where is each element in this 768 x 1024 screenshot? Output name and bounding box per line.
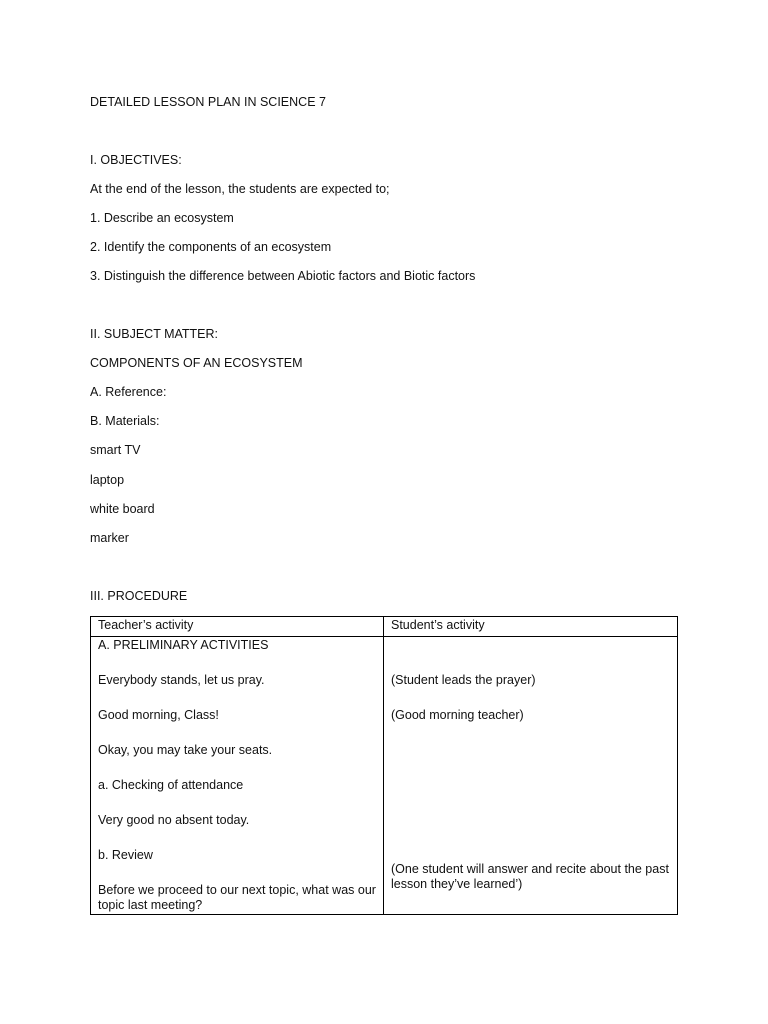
document-title: DETAILED LESSON PLAN IN SCIENCE 7 — [90, 95, 326, 109]
objectives-heading: I. OBJECTIVES: — [90, 153, 182, 167]
subject-matter-heading: II. SUBJECT MATTER: — [90, 327, 219, 341]
teacher-line: Before we proceed to our next topic, what was our topic last meeting? — [98, 883, 376, 912]
objective-item-3: 3. Distinguish the difference between Abiotic factors and Biotic factors — [90, 269, 476, 283]
objective-item-1: 1. Describe an ecosystem — [90, 211, 234, 225]
teacher-line: Okay, you may take your seats. — [98, 743, 273, 757]
objective-item-2: 2. Identify the components of an ecosystem — [90, 240, 332, 254]
table-row — [91, 637, 678, 915]
material-item: marker — [90, 531, 129, 545]
reference-label: A. Reference: — [90, 385, 167, 399]
procedure-table — [90, 616, 678, 915]
material-item: white board — [90, 502, 155, 516]
material-item: laptop — [90, 473, 125, 487]
teacher-line: Good morning, Class! — [98, 708, 219, 722]
teacher-activity-cell — [91, 637, 384, 915]
preliminary-activities-label: A. PRELIMINARY ACTIVITIES — [98, 638, 269, 652]
student-activity-header: Student’s activity — [384, 617, 678, 637]
objectives-intro: At the end of the lesson, the students are expected to; — [90, 182, 390, 196]
material-item: smart TV — [90, 443, 141, 457]
procedure-heading: III. PROCEDURE — [90, 589, 188, 603]
teacher-line: Very good no absent today. — [98, 813, 250, 827]
table-header-row — [91, 617, 678, 637]
teacher-line: a. Checking of attendance — [98, 778, 244, 792]
teacher-line: b. Review — [98, 848, 153, 862]
student-activity-cell — [384, 637, 678, 915]
teacher-line: Everybody stands, let us pray. — [98, 673, 265, 687]
student-line: (Student leads the prayer) — [391, 673, 536, 687]
student-line: (Good morning teacher) — [391, 708, 524, 722]
teacher-activity-header: Teacher’s activity — [91, 617, 384, 637]
student-line: (One student will answer and recite about the past lesson they’ve learned’) — [391, 862, 669, 891]
subject-topic: COMPONENTS OF AN ECOSYSTEM — [90, 356, 303, 370]
materials-label: B. Materials: — [90, 414, 160, 428]
